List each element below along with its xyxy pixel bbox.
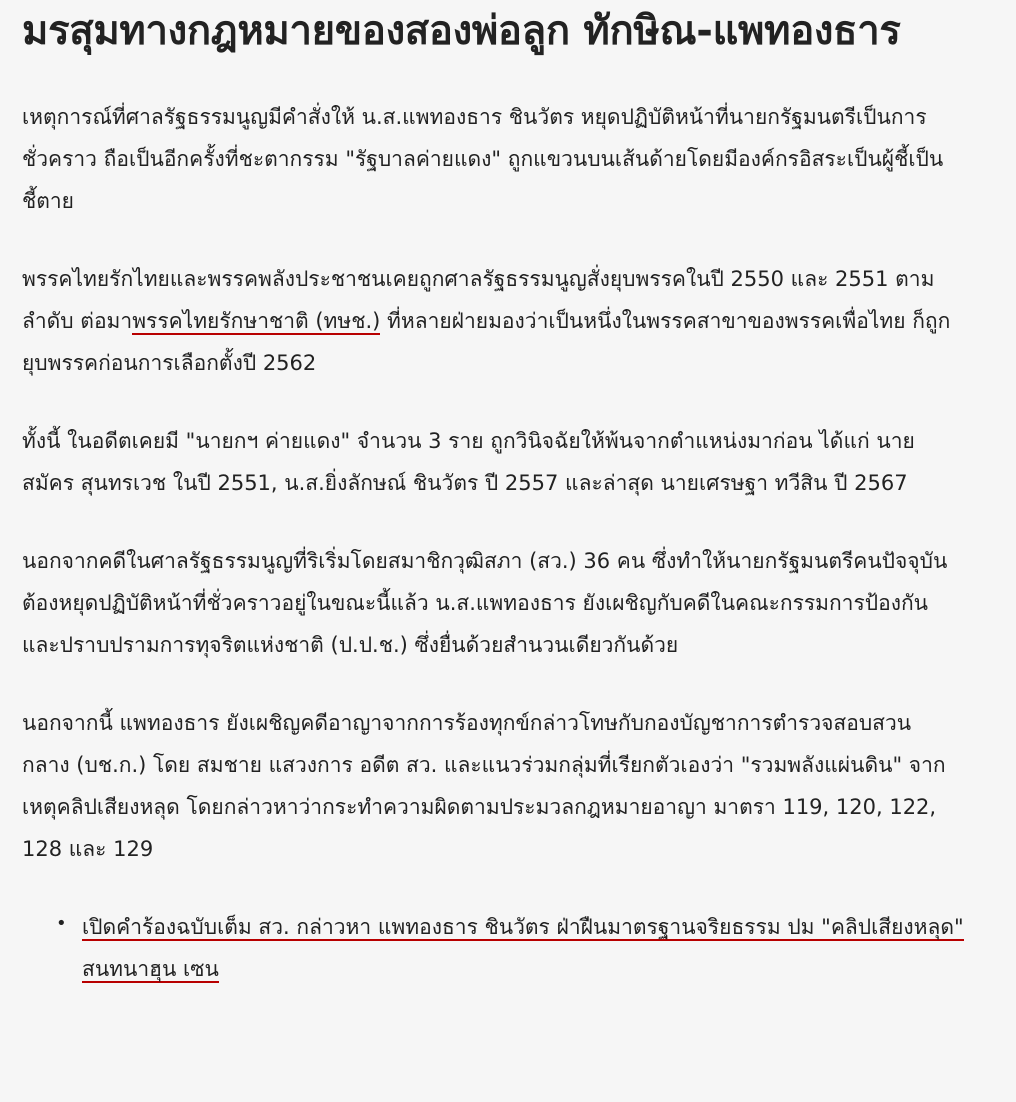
paragraph-4: นอกจากคดีในศาลรัฐธรรมนูญที่ริเริ่มโดยสมาชิกวุฒิสภา (สว.) 36 คน ซึ่งทำให้นายกรัฐมนตรีคนปัจจุบันต้องหยุดปฏิบัติหน้าที่ชั่วคราวอยู่ในขณะนี้แล้ว น.ส.แพทองธาร ยังเผชิญกับคดีในคณะกรรมการป้องกันและปราบปรามการทุจริตแห่งชาติ (ป.ป.ช.) ซึ่งยื่นด้วยสำนวนเดียวกันด้วย xyxy=(22,549,948,657)
article-title: มรสุมทางกฎหมายของสองพ่อลูก ทักษิณ-แพทองธาร xyxy=(22,8,901,54)
paragraph-1: เหตุการณ์ที่ศาลรัฐธรรมนูญมีคำสั่งให้ น.ส.แพทองธาร ชินวัตร หยุดปฏิบัติหน้าที่นายกรัฐมนตรีเป็นการชั่วคราว ถือเป็นอีกครั้งที่ชะตากรรม "รัฐบาลค่ายแดง" ถูกแขวนบนเส้นด้ายโดยมีองค์กรอิสระเป็นผู้ชี้เป็นชี้ตาย xyxy=(22,105,944,213)
paragraph-2 xyxy=(22,258,952,384)
tsc-party-link[interactable]: พรรคไทยรักษาชาติ (ทษช.) xyxy=(132,309,381,333)
article-body xyxy=(22,0,982,990)
paragraph-2-text-before: พรรคไทยรักไทยและพรรคพลังประชาชนเคยถูกศาลรัฐธรรมนูญสั่งยุบพรรคในปี 2550 และ 2551 ตามลำดับ ต่อมา xyxy=(22,267,935,333)
paragraph-2-text-after: ที่หลายฝ่ายมองว่าเป็นหนึ่งในพรรคสาขาของพรรคเพื่อไทย ก็ถูกยุบพรรคก่อนการเลือกตั้งปี 2562 xyxy=(22,309,951,375)
bullet-icon: • xyxy=(56,913,67,934)
related-links-list xyxy=(22,906,982,990)
paragraph-5: นอกจากนี้ แพทองธาร ยังเผชิญคดีอาญาจากการร้องทุกข์กล่าวโทษกับกองบัญชาการตำรวจสอบสวนกลาง (บช.ก.) โดย สมชาย แสวงการ อดีต สว. และแนวร่วมกลุ่มที่เรียกตัวเองว่า "รวมพลังแผ่นดิน" จากเหตุคลิปเสียงหลุด โดยกล่าวหาว่ากระทำความผิดตามประมวลกฎหมายอาญา มาตรา 119, 120, 122, 128 และ 129 xyxy=(22,711,946,861)
related-link[interactable]: เปิดคำร้องฉบับเต็ม สว. กล่าวหา แพทองธาร ชินวัตร ฝ่าฝืนมาตรฐานจริยธรรม ปม "คลิปเสียงหลุด" สนทนาฮุน เซน xyxy=(82,915,964,981)
related-link-item xyxy=(56,906,982,990)
paragraph-3: ทั้งนี้ ในอดีตเคยมี "นายกฯ ค่ายแดง" จำนวน 3 ราย ถูกวินิจฉัยให้พ้นจากตำแหน่งมาก่อน ได้แก่ นายสมัคร สุนทรเวช ในปี 2551, น.ส.ยิ่งลักษณ์ ชินวัตร ปี 2557 และล่าสุด นายเศรษฐา ทวีสิน ปี 2567 xyxy=(22,429,915,495)
